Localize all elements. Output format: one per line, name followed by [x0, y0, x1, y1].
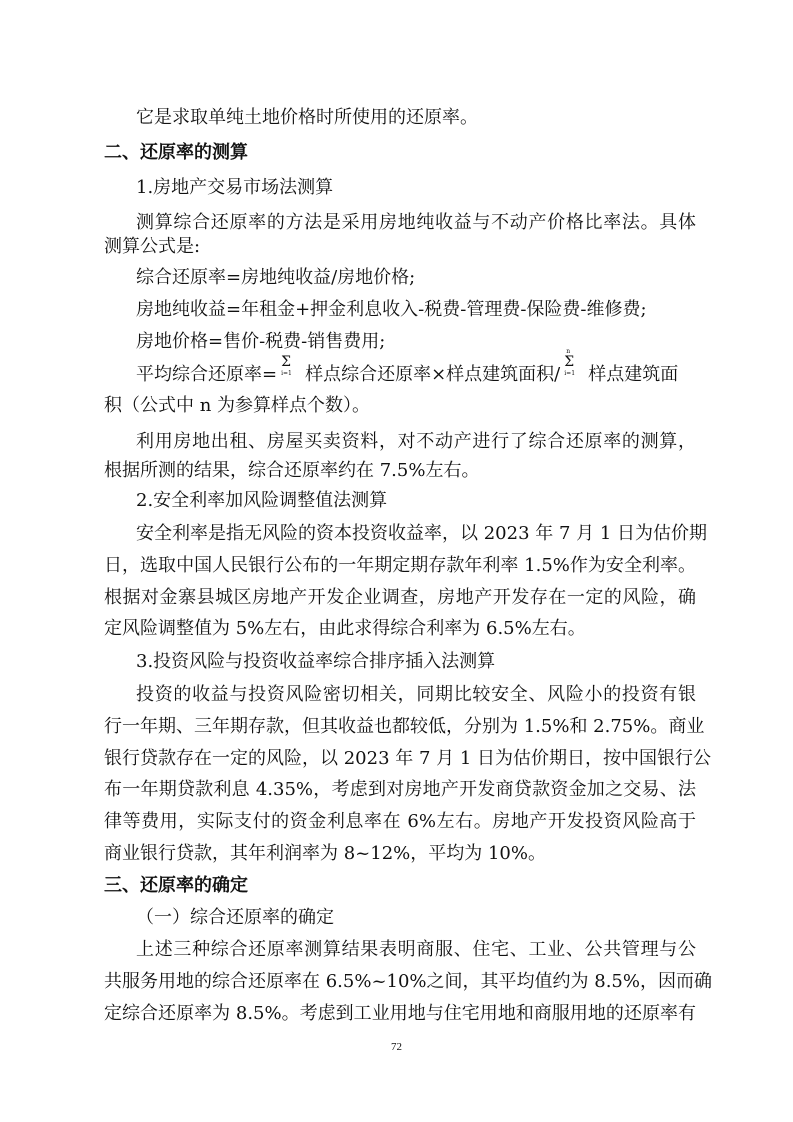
paragraph-line: 定风险调整值为 5%左右，由此求得综合利率为 6.5%左右。: [104, 618, 586, 639]
formula-prefix: 平均综合还原率=: [136, 364, 278, 385]
paragraph-line: 投资的收益与投资风险密切相关，同期比较安全、风险小的投资有银: [136, 684, 696, 705]
paragraph-line: 测算公式是:: [104, 236, 201, 257]
sigma-lower-limit: i=1: [281, 370, 292, 377]
formula-middle: 样点综合还原率×样点建筑面积/: [305, 364, 561, 385]
subsection-heading-1: 1.房地产交易市场法测算: [136, 177, 334, 198]
paragraph-line: 日，选取中国人民银行公布的一年期定期存款年利率 1.5%作为安全利率。: [104, 555, 696, 576]
formula-line-average: [136, 348, 696, 387]
section-heading-3: 三、还原率的确定: [104, 875, 248, 896]
paragraph-line: 行一年期、三年期存款，但其收益也都较低，分别为 1.5%和 2.75%。商业: [104, 716, 705, 737]
formula-line: 房地纯收益=年租金+押金利息收入-税费-管理费-保险费-维修费;: [136, 299, 647, 320]
paragraph-line: 安全利率是指无风险的资本投资收益率，以 2023 年 7 月 1 日为估价期: [136, 523, 708, 544]
paragraph-line: 根据对金寨县城区房地产开发企业调查，房地产开发存在一定的风险，确: [104, 587, 696, 608]
sigma-upper-limit: n: [566, 348, 571, 355]
paragraph-line: 积（公式中 n 为参算样点个数）。: [104, 395, 371, 416]
sigma-glyph: Σ: [281, 354, 291, 370]
subsection-heading-4: （一）综合还原率的确定: [136, 907, 334, 928]
paragraph-line: 商业银行贷款，其年利润率为 8~12%，平均为 10%。: [104, 843, 546, 864]
summation-symbol: [560, 348, 588, 387]
section-heading-2: 二、还原率的测算: [104, 142, 248, 163]
paragraph-line: 它是求取单纯土地价格时所使用的还原率。: [136, 107, 478, 128]
subsection-heading-3: 3.投资风险与投资收益率综合排序插入法测算: [136, 651, 496, 672]
paragraph-line: 共服务用地的综合还原率在 6.5%~10%之间，其平均值约为 8.5%，因而确: [104, 971, 712, 992]
subsection-heading-2: 2.安全利率加风险调整值法测算: [136, 490, 388, 511]
summation-symbol: [277, 354, 305, 387]
paragraph-line: 布一年期贷款利息 4.35%，考虑到对房地产开发商贷款资金加之交易、法: [104, 779, 696, 800]
sigma-lower-limit: i=1: [564, 370, 576, 377]
paragraph-line: 定综合还原率为 8.5%。考虑到工业用地与住宅用地和商服用地的还原率有: [104, 1003, 696, 1024]
paragraph-line: 测算综合还原率的方法是采用房地纯收益与不动产价格比率法。具体: [136, 212, 696, 233]
sigma-glyph: Σ: [564, 354, 575, 370]
formula-line: 房地价格=售价-税费-销售费用;: [136, 331, 386, 352]
paragraph-line: 银行贷款存在一定的风险，以 2023 年 7 月 1 日为估价期日，按中国银行公: [104, 748, 712, 769]
paragraph-line: 利用房地出租、房屋买卖资料，对不动产进行了综合还原率的测算，: [136, 431, 696, 452]
formula-line: 综合还原率=房地纯收益/房地价格;: [136, 267, 416, 288]
paragraph-line: 上述三种综合还原率测算结果表明商服、住宅、工业、公共管理与公: [136, 939, 696, 960]
paragraph-line: 律等费用，实际支付的资金利息率在 6%左右。房地产开发投资风险高于: [104, 811, 696, 832]
paragraph-line: 根据所测的结果，综合还原率约在 7.5%左右。: [104, 460, 480, 481]
formula-suffix: 样点建筑面: [588, 364, 679, 385]
page-number: 72: [391, 1041, 402, 1053]
